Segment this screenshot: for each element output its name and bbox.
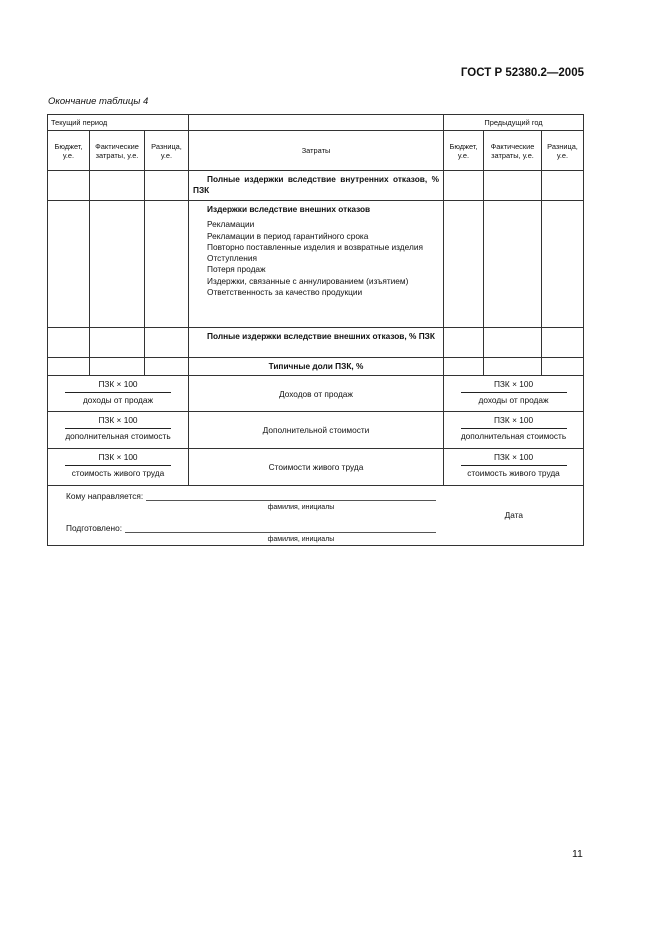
value-cell[interactable]: [48, 171, 90, 201]
value-cell[interactable]: [542, 201, 584, 328]
prepared-row: [66, 523, 436, 533]
value-cell[interactable]: [145, 328, 189, 358]
internal-failures-total: Полные издержки вследствие внутренних отказов, % ПЗК: [189, 171, 444, 201]
ratio-numerator: ПЗК × 100: [65, 452, 171, 466]
send-to-hint: фамилия, инициалы: [267, 504, 335, 511]
previous-year-header: Предыдущий год: [444, 115, 584, 131]
ratio-numerator: ПЗК × 100: [461, 379, 567, 393]
ratio-formula-previous: [444, 376, 584, 412]
cost-table: [47, 114, 584, 546]
typical-shares-heading: Типичные доли ПЗК, %: [189, 358, 444, 376]
ratio-numerator: ПЗК × 100: [65, 415, 171, 429]
value-cell[interactable]: [145, 358, 189, 376]
value-cell[interactable]: [444, 358, 484, 376]
value-cell[interactable]: [145, 171, 189, 201]
page-number: 11: [572, 848, 583, 860]
ratio-formula-current: [48, 376, 189, 412]
value-cell[interactable]: [48, 358, 90, 376]
ratio-formula-current: [48, 412, 189, 449]
prepared-hint: фамилия, инициалы: [267, 536, 335, 543]
external-failures-block: [189, 201, 444, 328]
external-failures-total: Полные издержки вследствие внешних отказов, % ПЗК: [189, 328, 444, 358]
col-diff-previous: Разница, у.е.: [542, 131, 584, 171]
value-cell[interactable]: [444, 201, 484, 328]
prepared-field[interactable]: [125, 523, 436, 533]
ratio-numerator: ПЗК × 100: [461, 452, 567, 466]
external-item: Повторно поставленные изделия и возвратные изделия: [207, 241, 423, 252]
value-cell[interactable]: [90, 171, 145, 201]
col-budget-previous: Бюджет, у.е.: [444, 131, 484, 171]
ratio-denominator: дополнительная стоимость: [65, 431, 171, 441]
ratio-label-sales: Доходов от продаж: [189, 376, 444, 412]
value-cell[interactable]: [484, 358, 542, 376]
prepared-label: Подготовлено:: [66, 523, 123, 533]
external-item: Отступления: [207, 253, 258, 264]
ratio-numerator: ПЗК × 100: [461, 415, 567, 429]
date-label: Дата: [504, 510, 524, 520]
send-to-field[interactable]: [146, 491, 436, 501]
value-cell[interactable]: [484, 171, 542, 201]
ratio-numerator: ПЗК × 100: [65, 379, 171, 393]
ratio-denominator: доходы от продаж: [82, 395, 154, 405]
value-cell[interactable]: [484, 328, 542, 358]
value-cell[interactable]: [145, 201, 189, 328]
ratio-formula-current: [48, 449, 189, 486]
col-costs: Затраты: [189, 131, 444, 171]
value-cell[interactable]: [542, 328, 584, 358]
ratio-label-added-value: Дополнительной стоимости: [189, 412, 444, 449]
header-spacer: [189, 115, 444, 131]
value-cell[interactable]: [444, 171, 484, 201]
col-budget-current: Бюджет, у.е.: [48, 131, 90, 171]
value-cell[interactable]: [542, 171, 584, 201]
value-cell[interactable]: [542, 358, 584, 376]
value-cell[interactable]: [48, 328, 90, 358]
table-caption: Окончание таблицы 4: [48, 96, 149, 107]
value-cell[interactable]: [484, 201, 542, 328]
ratio-formula-previous: [444, 449, 584, 486]
value-cell[interactable]: [90, 328, 145, 358]
current-period-header: Текущий период: [48, 115, 189, 131]
ratio-denominator: доходы от продаж: [478, 395, 549, 405]
ratio-denominator: дополнительная стоимость: [460, 431, 567, 441]
external-item: Рекламации: [207, 219, 255, 230]
col-diff-current: Разница, у.е.: [145, 131, 189, 171]
ratio-formula-previous: [444, 412, 584, 449]
value-cell[interactable]: [90, 358, 145, 376]
date-cell: [504, 486, 584, 546]
value-cell[interactable]: [90, 201, 145, 328]
value-cell[interactable]: [444, 328, 484, 358]
external-item: Рекламации в период гарантийного срока: [207, 230, 369, 241]
external-failures-heading: Издержки вследствие внешних отказов: [207, 204, 371, 214]
ratio-denominator: стоимость живого труда: [467, 468, 560, 478]
external-item: Потеря продаж: [207, 264, 266, 275]
footer-signatures: [48, 486, 542, 546]
col-actual-current: Фактические затраты, у.е.: [90, 131, 145, 171]
send-to-label: Кому направляется:: [66, 491, 144, 501]
external-item: Издержки, связанные с аннулированием (изъятием): [207, 275, 409, 286]
col-actual-previous: Фактические затраты, у.е.: [484, 131, 542, 171]
value-cell[interactable]: [48, 201, 90, 328]
send-to-row: [66, 491, 436, 501]
ratio-denominator: стоимость живого труда: [71, 468, 165, 478]
standard-designation: ГОСТ Р 52380.2—2005: [460, 67, 584, 79]
ratio-label-labour: Стоимости живого труда: [189, 449, 444, 486]
external-item: Ответственность за качество продукции: [207, 287, 363, 298]
